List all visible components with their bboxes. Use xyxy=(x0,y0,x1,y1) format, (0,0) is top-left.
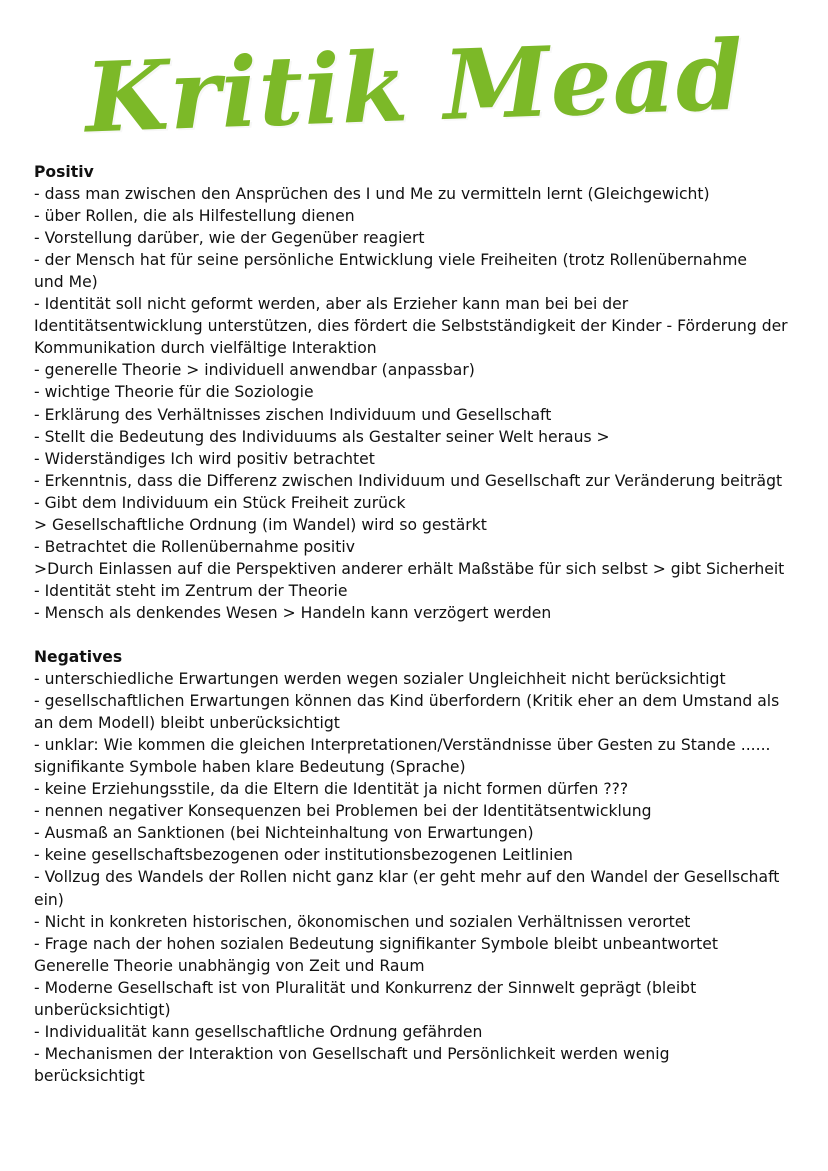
negative-heading: Negatives xyxy=(34,647,123,666)
negative-line: - Frage nach der hohen sozialen Bedeutung signifikanter Symbole bleibt unbeantwortet xyxy=(34,934,718,953)
negative-line: - unklar: Wie kommen die gleichen Interpretationen/Verständnisse über Gesten zu Stande ...... xyxy=(34,736,771,755)
negative-line: - gesellschaftlichen Erwartungen können das Kind überfordern (Kritik eher an dem Umstand als xyxy=(34,692,780,711)
positive-section xyxy=(34,161,794,624)
negative-line: - Ausmaß an Sanktionen (bei Nichteinhaltung von Erwartungen) xyxy=(34,824,534,843)
positive-line: >Durch Einlassen auf die Perspektiven anderer erhält Maßstäbe für sich selbst > gibt Sicherheit xyxy=(34,559,785,578)
negative-line: Generelle Theorie unabhängig von Zeit und Raum xyxy=(34,956,425,975)
document-body xyxy=(34,161,794,1087)
negative-line: - nennen negativer Konsequenzen bei Problemen bei der Identitätsentwicklung xyxy=(34,802,652,821)
positive-line: - Betrachtet die Rollenübernahme positiv xyxy=(34,537,355,556)
positive-line: - über Rollen, die als Hilfestellung dienen xyxy=(34,207,355,226)
positive-line: - Stellt die Bedeutung des Individuums als Gestalter seiner Welt heraus > xyxy=(34,427,610,446)
positive-line: - Widerständiges Ich wird positiv betrachtet xyxy=(34,449,375,468)
positive-line: - Mensch als denkendes Wesen > Handeln kann verzögert werden xyxy=(34,603,552,622)
positive-line: Kommunikation durch vielfältige Interaktion xyxy=(34,339,377,358)
positive-line: - der Mensch hat für seine persönliche Entwicklung viele Freiheiten (trotz Rollenübernahme xyxy=(34,251,747,270)
negative-line: ein) xyxy=(34,890,64,909)
section-spacer xyxy=(34,624,794,646)
negative-line: signifikante Symbole haben klare Bedeutung (Sprache) xyxy=(34,758,466,777)
positive-heading: Positiv xyxy=(34,163,94,181)
positive-line: - Vorstellung darüber, wie der Gegenüber reagiert xyxy=(34,229,425,248)
positive-line: - dass man zwischen den Ansprüchen des I und Me zu vermitteln lernt (Gleichgewicht) xyxy=(34,185,710,204)
negative-line: - keine Erziehungsstile, da die Eltern die Identität ja nicht formen dürfen ??? xyxy=(34,780,629,799)
positive-line: - Erklärung des Verhältnisses zischen Individuum und Gesellschaft xyxy=(34,405,552,424)
negative-line: - Moderne Gesellschaft ist von Pluralität und Konkurrenz der Sinnwelt geprägt (bleibt xyxy=(34,978,697,997)
negative-line: unberücksichtigt) xyxy=(34,1000,171,1019)
positive-line: - Gibt dem Individuum ein Stück Freiheit zurück xyxy=(34,493,406,512)
positive-line: - generelle Theorie > individuell anwendbar (anpassbar) xyxy=(34,361,475,380)
negative-line: - unterschiedliche Erwartungen werden wegen sozialer Ungleichheit nicht berücksichtigt xyxy=(34,670,726,689)
negative-line: - Mechanismen der Interaktion von Gesellschaft und Persönlichkeit werden wenig xyxy=(34,1044,670,1063)
positive-list xyxy=(34,183,794,624)
positive-line: - wichtige Theorie für die Soziologie xyxy=(34,383,314,402)
negative-line: an dem Modell) bleibt unberücksichtigt xyxy=(34,714,340,733)
negative-line: - Vollzug des Wandels der Rollen nicht ganz klar (er geht mehr auf den Wandel der Gesellschaft xyxy=(34,868,780,887)
negative-line: - keine gesellschaftsbezogenen oder institutionsbezogenen Leitlinien xyxy=(34,846,573,865)
positive-line: - Erkenntnis, dass die Differenz zwischen Individuum und Gesellschaft zur Veränderung beiträgt xyxy=(34,471,783,490)
positive-line: Identitätsentwicklung unterstützen, dies fördert die Selbstständigkeit der Kinder - Förderung der xyxy=(34,317,788,336)
negative-line: - Individualität kann gesellschaftliche Ordnung gefährden xyxy=(34,1022,483,1041)
page-title: Kritik Mead xyxy=(82,18,746,155)
positive-line: - Identität steht im Zentrum der Theorie xyxy=(34,581,348,600)
negative-list xyxy=(34,668,794,1087)
positive-line: - Identität soll nicht geformt werden, aber als Erzieher kann man bei bei der xyxy=(34,295,629,314)
title-area xyxy=(0,18,828,158)
negative-line: berücksichtigt xyxy=(34,1066,145,1085)
positive-line: > Gesellschaftliche Ordnung (im Wandel) wird so gestärkt xyxy=(34,515,487,534)
negative-line: - Nicht in konkreten historischen, ökonomischen und sozialen Verhältnissen verortet xyxy=(34,912,691,931)
negative-section xyxy=(34,646,794,1087)
positive-line: und Me) xyxy=(34,273,98,292)
